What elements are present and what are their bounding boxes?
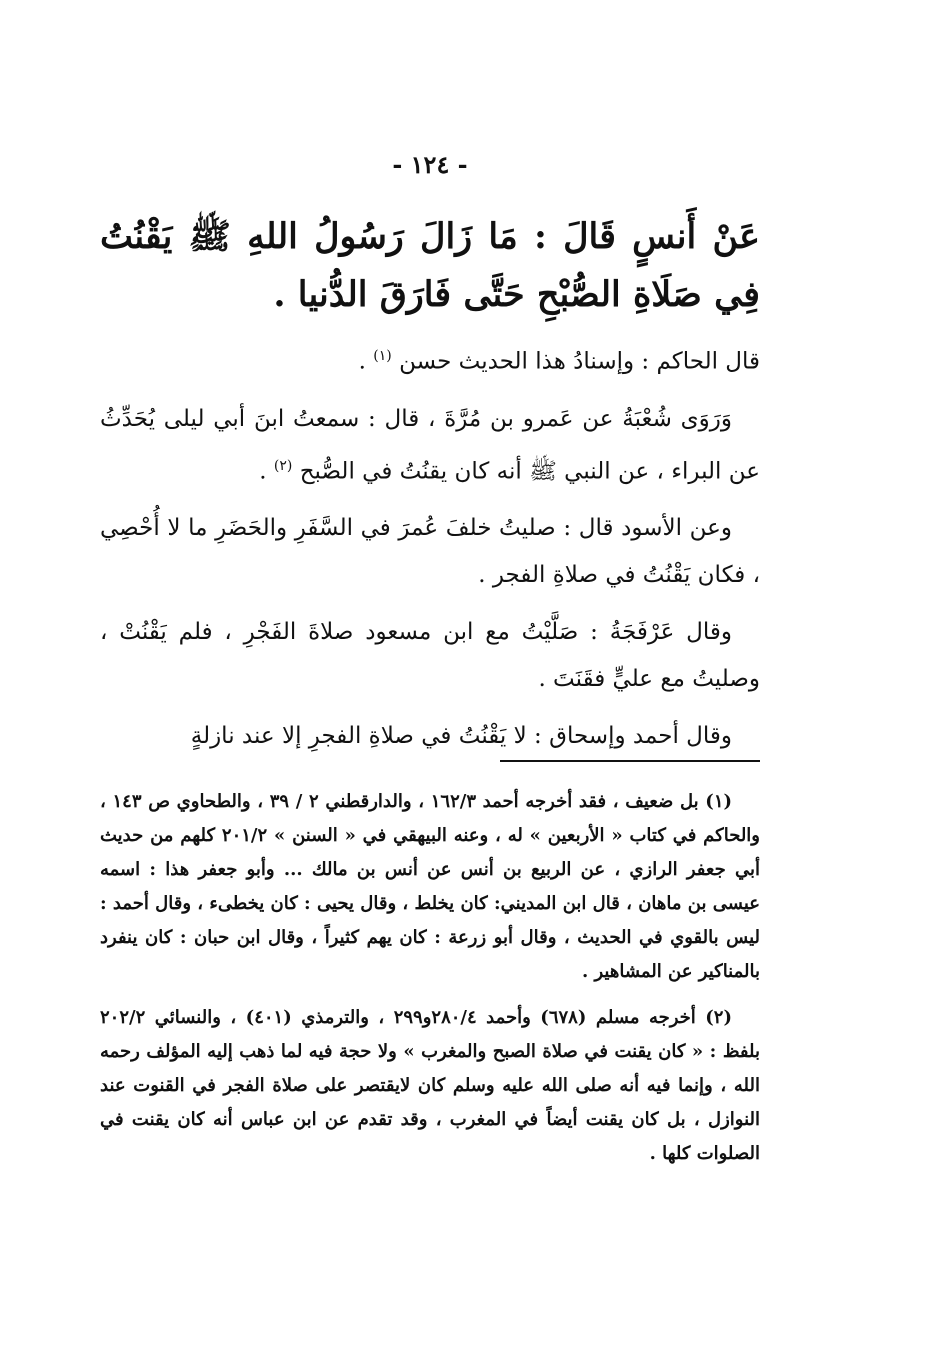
paragraph-text: وَرَوَى شُعْبَةُ عن عَمرو بن مُرَّةَ ، قال : سمعتُ ابنَ أبي ليلى يُحَدِّثُ عن البراء ، عن النبي ﷺ أنه كان يقنُتُ في الصُّبح <box>100 405 760 485</box>
paragraph-arfaja <box>100 609 760 703</box>
paragraph-aswad <box>100 505 760 599</box>
footnotes <box>100 785 760 1183</box>
footnote-2: (٢) أخرجه مسلم (٦٧٨) وأحمد ٢٨٠/٤و٢٩٩ ، والترمذي (٤٠١) ، والنسائي ٢٠٢/٢ بلفظ : « كان يقنت في صلاة الصبح والمغرب » ولا حجة فيه لما ذهب إليه المؤلف رحمه الله ، وإنما فيه أنه صلى الله عليه وسلم كان لايقتصر على صلاة الفجر في القنوت عند النوازل ، بل كان يقنت أيضاً في المغرب ، وقد تقدم عن ابن عباس أنه كان يقنت في الصلوات كلها . <box>100 1007 760 1164</box>
paragraph-text: قال الحاكم : وإسنادُ هذا الحديث حسن <box>399 348 760 375</box>
paragraph-text: وقال أحمد وإسحاق : لا يَقْنُتُ في صلاةِ الفجرِ إلا عند نازلةٍ <box>190 723 732 750</box>
paragraph-end: . <box>358 348 374 375</box>
paragraph-ahmad-ishaq <box>100 713 760 760</box>
footnote-ref-1: (١) <box>373 348 392 364</box>
paragraph-text: وقال عَرْفَجَةُ : صَلَّيْتُ مع ابن مسعود صلاةَ الفَجْرِ ، فلم يَقْنُتْ ، وصليتُ مع عليٍّ فقَنَتَ . <box>100 619 760 693</box>
footnote-1: (١) بل ضعيف ، فقد أخرجه أحمد ١٦٢/٣ ، والدارقطني ٢ / ٣٩ ، والطحاوي ص ١٤٣ ، والحاكم في كتاب « الأربعين » له ، وعنه البيهقي في « السنن » ٢٠١/٢ كلهم من حديث أبي جعفر الرازي ، عن الربيع بن أنس عن أنس بن مالك ... وأبو جعفر هذا : اسمه عيسى بن ماهان ، قال ابن المديني: كان يخلط ، وقال يحيى : كان يخطىء ، وقال أحمد : ليس بالقوي في الحديث ، وقال أبو زرعة : كان يهم كثيراً ، وقال ابن حبان : كان ينفرد بالمناكير عن المشاهير . <box>100 791 760 982</box>
body-text <box>100 333 760 770</box>
footnote-ref-2: (٢) <box>273 457 293 474</box>
hadith-text: عَنْ أَنسٍ قَالَ : مَا زَالَ رَسُولُ اللهِ ﷺ يَقْنُتُ فِي صَلَاةِ الصُّبْحِ حَتَّى فَارَقَ الدُّنيا . <box>100 216 760 315</box>
footnote-divider <box>500 760 760 762</box>
page-number: - ١٢٤ - <box>392 150 468 179</box>
paragraph-hakim <box>100 333 760 386</box>
paragraph-text: وعن الأسود قال : صليتُ خلفَ عُمرَ في السَّفَرِ والحَضَرِ ما لا أُحْصِي ، فكان يَقْنُتُ في صلاةِ الفجر . <box>100 515 760 589</box>
paragraph-end: . <box>259 458 274 485</box>
paragraph-shuba <box>100 396 760 496</box>
